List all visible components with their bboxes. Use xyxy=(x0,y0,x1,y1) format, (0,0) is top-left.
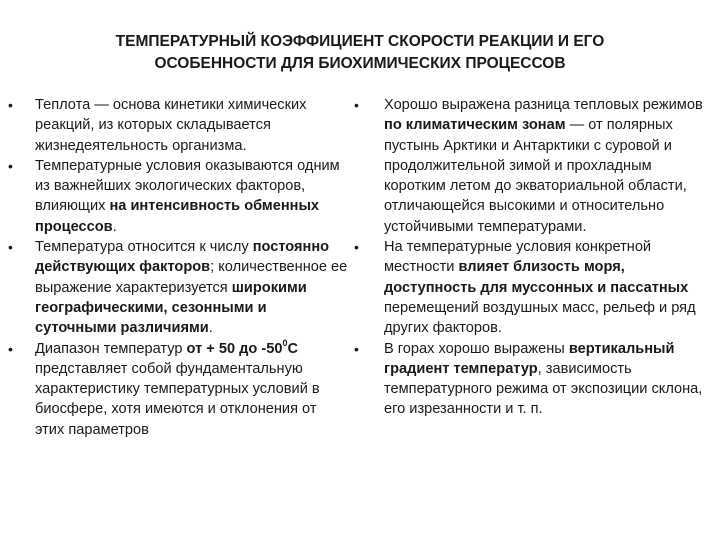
bold-run: постоянно действующих факторов xyxy=(35,239,330,276)
bold-run: по климатическим зонам xyxy=(384,117,566,134)
bullet-dot: • xyxy=(8,157,13,174)
bullet-dot: • xyxy=(8,239,13,256)
bullet-item-constant-factors xyxy=(8,237,348,338)
bold-run xyxy=(186,337,299,357)
text-run: — от полярных пустынь Арктики и Антарктики с суровой и продолжительной зимой и прохладным коротким летом до экваториальной области, отличающейся высокими и относительно устойчивыми температурами. xyxy=(384,117,687,235)
text-run: Хорошо выражена разница тепловых режимов xyxy=(384,97,703,113)
text-run: ; количественное ее выражение характеризуется xyxy=(35,259,348,296)
text-run: , зависимость температурного режима от экспозиции склона, его изрезанности и т. п. xyxy=(384,360,703,418)
left-column xyxy=(8,95,348,440)
bullet-item-temperature-range xyxy=(8,339,348,440)
bullet-item-local-conditions xyxy=(354,237,716,338)
bullet-dot: • xyxy=(8,340,13,357)
range-text: от + 50 до -50 xyxy=(186,340,283,357)
text-run: На температурные условия конкретной местности xyxy=(384,239,652,276)
text-run: Температура относится к числу xyxy=(35,239,253,256)
bullet-item-temperature-conditions xyxy=(8,156,348,237)
bullet-dot: • xyxy=(354,340,359,357)
bold-run: вертикальный градиент температур xyxy=(384,340,675,377)
bold-run: широкими географическими, сезонными и суточными различиями xyxy=(35,279,307,337)
text-run: . xyxy=(208,320,213,337)
title-line-1: ТЕМПЕРАТУРНЫЙ КОЭФФИЦИЕНТ СКОРОСТИ РЕАКЦИИ И ЕГО xyxy=(115,33,605,50)
bullet-dot: • xyxy=(354,97,359,113)
text-run: Теплота — основа кинетики химических реакций, из которых складывается жизнедеятельность организма. xyxy=(35,97,307,154)
bullet-item-climatic-zones xyxy=(354,95,716,237)
text-run: Диапазон температур xyxy=(35,340,187,357)
slide-title xyxy=(60,31,660,75)
text-run: . xyxy=(112,218,117,235)
bold-run: на интенсивность обменных процессов xyxy=(35,198,320,235)
text-run: В горах хорошо выражены xyxy=(384,340,569,357)
text-run: перемещений воздушных масс, рельеф и ряд других факторов. xyxy=(384,299,696,337)
text-run: Температурные условия оказываются одним из важнейших экологических факторов, влияющих xyxy=(35,157,340,215)
bullet-item-heat xyxy=(8,95,348,156)
degree-superscript: 0 xyxy=(282,337,288,348)
right-column xyxy=(354,95,716,420)
text-run: представляет собой фундаментальную характеристику температурных условий в биосфере, хотя имеются и отклонения от этих параметров xyxy=(35,360,320,438)
title-line-2: ОСОБЕННОСТИ ДЛЯ БИОХИМИЧЕСКИХ ПРОЦЕССОВ xyxy=(154,55,566,72)
celsius-unit: С xyxy=(287,340,299,357)
bold-run: влияет близость моря, доступность для муссонных и пассатных xyxy=(384,259,689,296)
bullet-dot: • xyxy=(354,239,359,256)
bullet-dot: • xyxy=(8,97,13,113)
bullet-item-mountains xyxy=(354,339,716,420)
